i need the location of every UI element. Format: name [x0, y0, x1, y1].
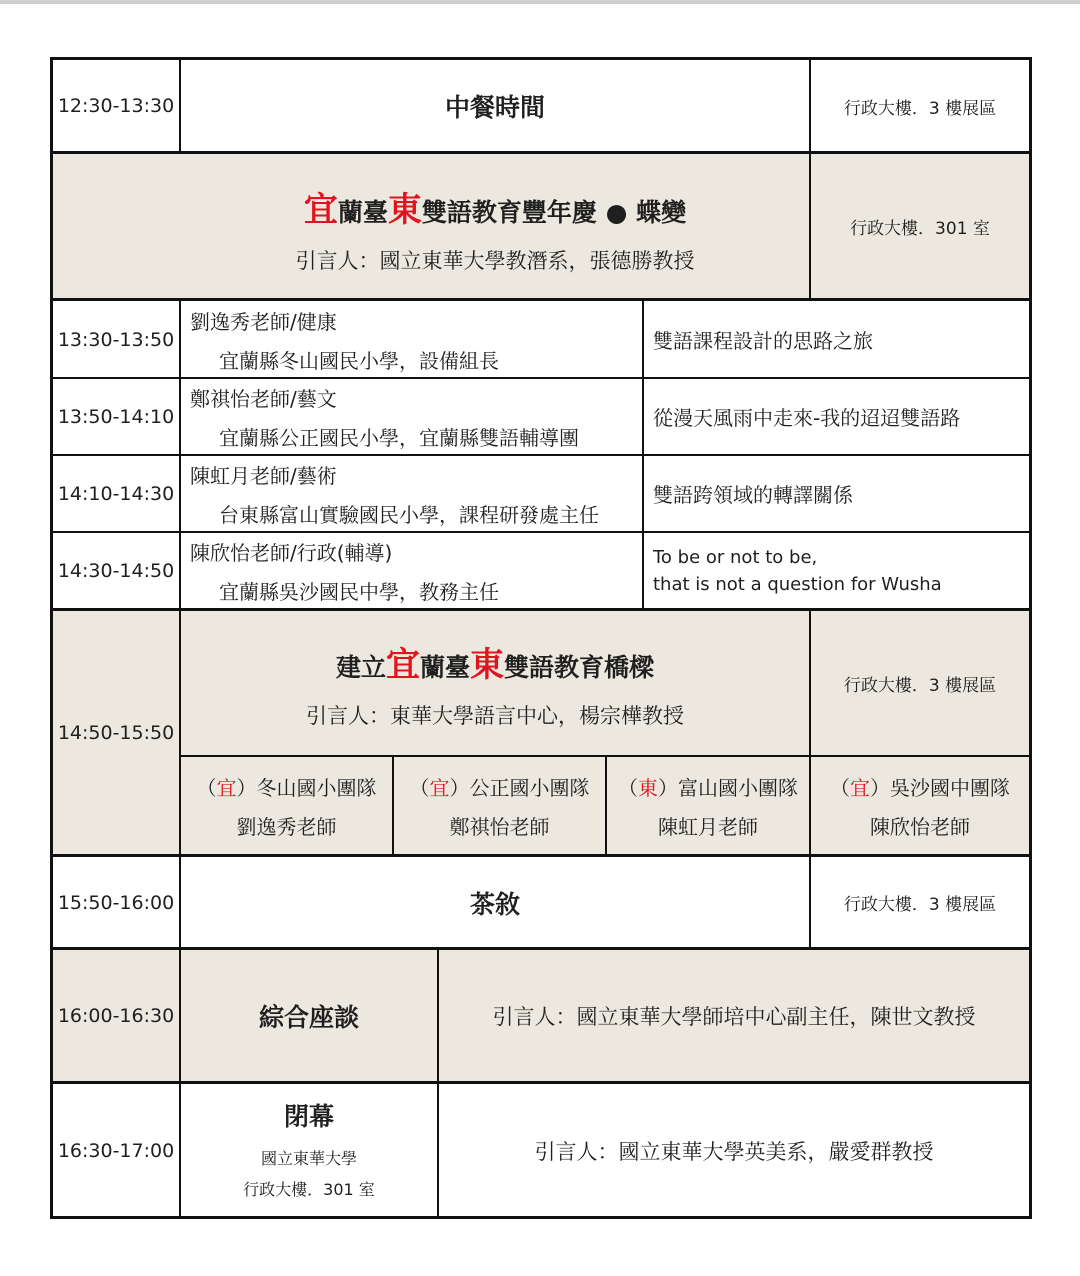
speaker-school: 台東縣富山實驗國民小學，課程研發處主任	[219, 502, 599, 527]
time-cell: 13:30-13:50	[52, 301, 180, 378]
session1-block	[52, 153, 810, 300]
topic-cell: 雙語跨領域的轉譯關係	[643, 455, 1030, 532]
grid-line	[809, 610, 811, 856]
grid-line	[809, 152, 811, 300]
session1-intro: 引言人：國立東華大學教潛系，張德勝教授	[295, 249, 695, 273]
speaker-cell	[180, 532, 643, 610]
closing-cell	[180, 1083, 438, 1218]
topic-cell: 雙語課程設計的思路之旅	[643, 301, 1030, 378]
team-teacher: 陳欣怡老師	[870, 815, 970, 839]
grid-line	[50, 854, 1032, 857]
grid-line	[50, 1081, 1032, 1084]
time-cell: 14:50-15:50	[52, 610, 180, 856]
grid-line	[1029, 57, 1032, 1219]
team-cell: （宜）公正國小團隊 鄭祺怡老師	[393, 756, 606, 856]
venue-cell: 行政大樓．301 室	[810, 153, 1030, 300]
time-cell: 15:50-16:00	[52, 856, 180, 949]
grid-line	[50, 298, 1032, 301]
speaker-name: 劉逸秀老師/健康	[190, 309, 337, 334]
grid-line	[50, 608, 1032, 611]
grid-line	[437, 949, 439, 1218]
grid-line	[179, 59, 181, 152]
closing-title: 閉幕	[283, 1101, 334, 1131]
speaker-name: 陳欣怡老師/行政(輔導)	[190, 541, 393, 565]
team-cell: （宜）吳沙國中團隊 陳欣怡老師	[810, 756, 1030, 856]
speaker-cell	[180, 301, 643, 378]
time-cell: 14:30-14:50	[52, 532, 180, 610]
grid-line	[179, 300, 181, 1218]
session2-intro: 引言人：東華大學語言中心，楊宗樺教授	[306, 703, 684, 728]
grid-line	[50, 947, 1032, 950]
venue-cell: 行政大樓．3 樓展區	[810, 59, 1030, 153]
speaker-name: 陳虹月老師/藝術	[190, 463, 337, 488]
venue-cell: 行政大樓．3 樓展區	[810, 610, 1030, 756]
forum-title: 綜合座談	[180, 949, 438, 1083]
time-cell: 16:30-17:00	[52, 1083, 180, 1218]
team-cell: （東）富山國小團隊 陳虹月老師	[606, 756, 810, 856]
grid-line	[50, 57, 1032, 60]
session1-title: 宜 蘭臺 東 雙語教育豐年慶 ● 蝶變	[303, 190, 687, 230]
grid-line	[50, 57, 53, 1219]
grid-line	[809, 59, 811, 152]
closing-room: 行政大樓．301 室	[243, 1179, 375, 1199]
team-teacher: 鄭祺怡老師	[449, 815, 550, 839]
tea-title: 茶敘	[180, 856, 810, 949]
grid-line	[50, 454, 1032, 456]
grid-line	[50, 1216, 1032, 1219]
speaker-school: 宜蘭縣吳沙國民中學，教務主任	[219, 580, 499, 604]
speaker-school: 宜蘭縣冬山國民小學，設備組長	[219, 348, 499, 373]
topic-cell: To be or not to be, that is not a question for Wusha	[643, 532, 1030, 610]
top-divider	[0, 0, 1080, 4]
grid-line	[392, 756, 394, 856]
speaker-school: 宜蘭縣公正國民小學，宜蘭縣雙語輔導團	[219, 425, 579, 450]
speaker-cell	[180, 378, 643, 455]
topic-cell: 從漫天風雨中走來-我的迢迢雙語路	[643, 378, 1030, 455]
time-cell: 16:00-16:30	[52, 949, 180, 1083]
time-cell: 13:50-14:10	[52, 378, 180, 455]
team-teacher: 劉逸秀老師	[236, 815, 337, 839]
closing-intro: 引言人：國立東華大學英美系，嚴愛群教授	[438, 1083, 1030, 1218]
grid-line	[809, 856, 811, 949]
grid-line	[50, 151, 1032, 154]
time-cell: 12:30-13:30	[52, 59, 180, 153]
lunch-title: 中餐時間	[180, 59, 810, 153]
closing-place: 國立東華大學	[260, 1148, 357, 1168]
time-cell: 14:10-14:30	[52, 455, 180, 532]
speaker-name: 鄭祺怡老師/藝文	[190, 386, 337, 411]
grid-line	[642, 300, 644, 610]
speaker-cell	[180, 455, 643, 532]
grid-line	[50, 531, 1032, 533]
venue-cell: 行政大樓．3 樓展區	[810, 856, 1030, 949]
session2-title: 建立 宜 蘭臺 東 雙語教育橋樑	[335, 644, 655, 685]
grid-line	[605, 756, 607, 856]
forum-intro: 引言人：國立東華大學師培中心副主任，陳世文教授	[438, 949, 1030, 1083]
grid-line	[50, 377, 1032, 379]
team-teacher: 陳虹月老師	[658, 815, 758, 839]
team-cell: （宜）冬山國小團隊 劉逸秀老師	[180, 756, 393, 856]
session2-block	[180, 610, 810, 756]
